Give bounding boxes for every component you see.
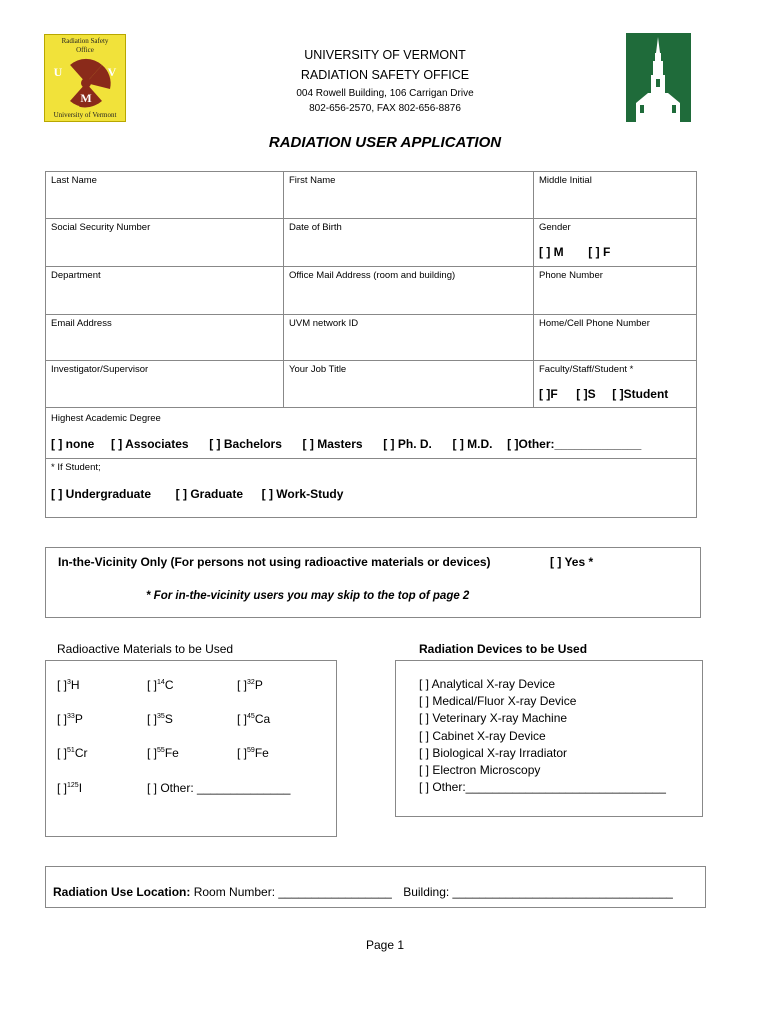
device-checkbox[interactable]: [ ] Biological X-ray Irradiator — [419, 745, 568, 760]
middle-initial-label: Middle Initial — [539, 175, 592, 186]
fss-label: Faculty/Staff/Student * — [539, 364, 634, 375]
gender-f-checkbox[interactable]: [ ] F — [588, 245, 611, 259]
department-label: Department — [51, 270, 101, 281]
material-35s-checkbox[interactable]: [ ]$^{35}$S — [147, 712, 173, 726]
location-label: Radiation Use Location: — [53, 885, 191, 899]
degree-masters-checkbox[interactable]: [ ] Masters — [302, 437, 363, 451]
logo-letter-v: V — [107, 65, 117, 79]
org-name: UNIVERSITY OF VERMONT — [304, 48, 466, 62]
gender-label: Gender — [539, 222, 571, 233]
material-3h-checkbox[interactable]: [ ]$^3$H — [57, 678, 80, 692]
page-title: RADIATION USER APPLICATION — [268, 134, 502, 151]
logo-text-3: University of Vermont — [53, 111, 117, 119]
device-checkbox[interactable]: [ ] Cabinet X-ray Device — [419, 728, 546, 743]
dob-field[interactable] — [284, 219, 534, 267]
phone-label: Phone Number — [539, 270, 603, 281]
vicinity-label: In-the-Vicinity Only (For persons not using radioactive materials or devices) — [58, 555, 491, 569]
email-label: Email Address — [51, 318, 112, 329]
devices-title: Radiation Devices to be Used — [419, 642, 588, 656]
job-title-field[interactable] — [284, 361, 534, 408]
office-name: RADIATION SAFETY OFFICE — [300, 68, 470, 82]
office-mail-field[interactable] — [284, 267, 534, 315]
degree-label: Highest Academic Degree — [51, 413, 161, 424]
ssn-label: Social Security Number — [51, 222, 151, 233]
fss-faculty-checkbox[interactable]: [ ]F — [539, 387, 558, 401]
last-name-label: Last Name — [51, 175, 97, 186]
location-box — [45, 866, 706, 908]
gender-m-checkbox[interactable]: [ ] M — [539, 245, 564, 259]
logo-letter-u: U — [53, 65, 63, 79]
office-mail-label: Office Mail Address (room and building) — [289, 270, 456, 281]
degree-phd-checkbox[interactable]: [ ] Ph. D. — [383, 437, 432, 451]
home-phone-field[interactable] — [534, 315, 697, 361]
device-checkbox[interactable]: [ ] Veterinary X-ray Machine — [419, 711, 568, 726]
last-name-field[interactable] — [46, 172, 284, 219]
undergraduate-checkbox[interactable]: [ ] Undergraduate — [51, 487, 152, 501]
department-field[interactable] — [46, 267, 284, 315]
logo-text-1: Radiation Safety — [61, 37, 109, 45]
uvm-id-field[interactable] — [284, 315, 534, 361]
uvm-id-label: UVM network ID — [289, 318, 359, 329]
device-checkbox[interactable]: [ ] Analytical X-ray Device — [419, 677, 556, 691]
degree-associates-checkbox[interactable]: [ ] Associates — [110, 437, 189, 451]
home-phone-label: Home/Cell Phone Number — [539, 318, 650, 329]
logo-letter-m: M — [80, 91, 92, 105]
vicinity-box — [45, 547, 701, 618]
middle-initial-field[interactable] — [534, 172, 697, 219]
fss-student-checkbox[interactable]: [ ]Student — [612, 387, 669, 401]
material-14c-checkbox[interactable]: [ ]$^{14}$C — [147, 678, 174, 692]
material-55fe-checkbox[interactable]: [ ]$^{55}$Fe — [147, 746, 179, 760]
first-name-field[interactable] — [284, 172, 534, 219]
phone-field[interactable] — [534, 267, 697, 315]
materials-title: Radioactive Materials to be Used — [57, 642, 234, 656]
fss-staff-checkbox[interactable]: [ ]S — [576, 387, 596, 401]
device-checkbox[interactable]: [ ] Medical/Fluor X-ray Device — [419, 694, 577, 709]
work-study-checkbox[interactable]: [ ] Work-Study — [261, 487, 344, 501]
first-name-label: First Name — [289, 175, 336, 186]
room-number-field[interactable]: Room Number: _________________ — [193, 885, 392, 899]
material-125i-checkbox[interactable]: [ ]$^{125}$I — [57, 781, 83, 795]
office-phone: 802-656-2570, FAX 802-656-8876 — [309, 103, 461, 114]
office-address: 004 Rowell Building, 106 Carrigan Drive — [296, 88, 474, 99]
device-checkbox[interactable]: [ ] Other:______________________________ — [419, 780, 666, 795]
material-other-field[interactable]: [ ] Other: ______________ — [147, 781, 291, 795]
student-type-field — [46, 459, 697, 518]
if-student-label: * If Student; — [51, 462, 101, 473]
device-checkbox[interactable]: [ ] Electron Microscopy — [419, 763, 541, 777]
material-59fe-checkbox[interactable]: [ ]$^{59}$Fe — [237, 746, 269, 760]
fss-field — [534, 361, 697, 408]
gender-field — [534, 219, 697, 267]
degree-other-checkbox[interactable]: [ ]Other:_____________ — [507, 437, 642, 451]
email-field[interactable] — [46, 315, 284, 361]
material-32p-checkbox[interactable]: [ ]$^{32}$P — [237, 678, 263, 692]
job-title-label: Your Job Title — [289, 364, 347, 375]
material-51cr-checkbox[interactable]: [ ]$^{51}$Cr — [57, 746, 88, 760]
material-45ca-checkbox[interactable]: [ ]$^{45}$Ca — [237, 712, 271, 726]
investigator-field[interactable] — [46, 361, 284, 408]
personal-info-table — [45, 171, 697, 518]
degree-field — [46, 408, 697, 459]
material-33p-checkbox[interactable]: [ ]$^{33}$P — [57, 712, 83, 726]
materials-box — [45, 660, 337, 837]
logo-text-2: Office — [76, 46, 94, 54]
building-field[interactable]: Building: _________________________________ — [403, 885, 673, 899]
degree-none-checkbox[interactable]: [ ] none — [51, 437, 95, 451]
vicinity-note: * For in-the-vicinity users you may skip to the top of page 2 — [146, 590, 470, 602]
ssn-field[interactable] — [46, 219, 284, 267]
degree-md-checkbox[interactable]: [ ] M.D. — [452, 437, 493, 451]
degree-bachelors-checkbox[interactable]: [ ] Bachelors — [209, 437, 282, 451]
vicinity-yes-checkbox[interactable]: [ ] Yes * — [550, 555, 594, 569]
page-number: Page 1 — [365, 938, 405, 952]
graduate-checkbox[interactable]: [ ] Graduate — [175, 487, 243, 501]
investigator-label: Investigator/Supervisor — [51, 364, 149, 375]
dob-label: Date of Birth — [289, 222, 342, 233]
